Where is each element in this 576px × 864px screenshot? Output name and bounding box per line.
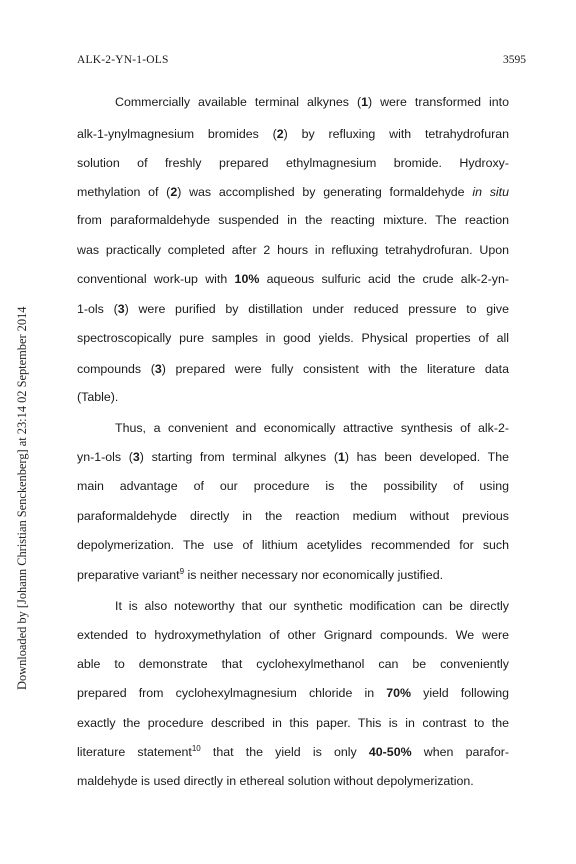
text-line: main advantage of our procedure is the possibility of using — [77, 479, 509, 493]
text-line: prepared from cyclohexylmagnesium chloride in 70% yield following — [77, 686, 509, 700]
text-line: from paraformaldehyde suspended in the reacting mixture. The reaction — [77, 213, 509, 227]
text-line: methylation of (2) was accomplished by generating formaldehyde in situ — [77, 185, 509, 199]
text-line: Thus, a convenient and economically attractive synthesis of alk-2- — [115, 421, 509, 435]
text-line: (Table). — [77, 390, 119, 404]
text-line: maldehyde is used directly in ethereal solution without depolymerization. — [77, 774, 474, 788]
text-line: depolymerization. The use of lithium acetylides recommended for such — [77, 538, 509, 552]
text-line: preparative variant$^9$ is neither necessary nor economically justified. — [77, 566, 444, 582]
text-line: extended to hydroxymethylation of other Grignard compounds. We were — [77, 628, 509, 642]
page-number: 3595 — [503, 54, 526, 66]
text-line: was practically completed after 2 hours in refluxing tetrahydrofuran. Upon — [77, 243, 509, 257]
text-line: exactly the procedure described in this paper. This is in contrast to the — [77, 716, 509, 730]
text-line: yn-1-ols (3) starting from terminal alkynes (1) has been developed. The — [77, 450, 510, 464]
text-line: literature statement$^{10}$ that the yield is only 40-50% when parafor- — [77, 743, 509, 759]
download-watermark: Downloaded by [Johann Christian Senckenberg] at 23:14 02 September 2014 — [15, 306, 29, 690]
text-line: paraformaldehyde directly in the reaction medium without previous — [77, 509, 509, 523]
text-line: 1-ols (3) were purified by distillation under reduced pressure to give — [77, 302, 509, 316]
text-line: It is also noteworthy that our synthetic modification can be directly — [115, 599, 509, 613]
text-line: conventional work-up with 10% aqueous sulfuric acid the crude alk-2-yn- — [77, 272, 510, 286]
text-line: spectroscopically pure samples in good yields. Physical properties of all — [77, 331, 509, 345]
text-line: able to demonstrate that cyclohexylmethanol can be conveniently — [77, 657, 509, 671]
text-line: Commercially available terminal alkynes (1) were transformed into — [115, 95, 509, 109]
text-line: solution of freshly prepared ethylmagnesium bromide. Hydroxy- — [77, 156, 509, 170]
text-line: alk-1-ynylmagnesium bromides (2) by refluxing with tetrahydrofuran — [77, 127, 509, 141]
running-title: ALK-2-YN-1-OLS — [77, 54, 169, 66]
text-line: compounds (3) prepared were fully consistent with the literature data — [77, 362, 509, 376]
